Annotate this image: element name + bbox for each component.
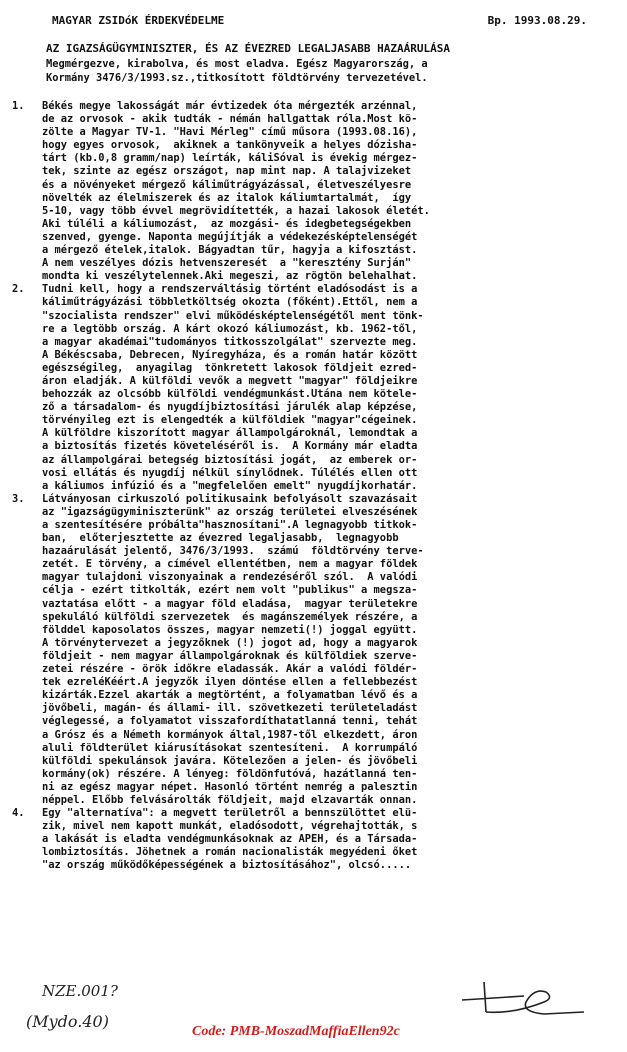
numbered-list bbox=[12, 100, 612, 873]
item-number: 1. bbox=[12, 100, 25, 112]
item-text: Látványosan cirkuszoló politikusaink befolyásolt szavazásait az "igazságügyminiszterünk" az ország területei elveszésének a szentesítésére próbálta"hasznosítani".A legnagyobb titkok- ban, előterjesztette az évezred legaljasabb, legnagyobb hazaárulását jelentő, 3476/3/1993. számú földtörvény terve- zetét. E törvény, a címével ellentétben, nem a magyar földek magyar tulajdoni viszonyainak a rendezéséről szól. A valódi célja - ezért titkolták, ezért nem volt "publikus" a megsza- vaztatása előtt - a magyar föld eladása, magyar területekre spekuláló külföldi szervezetek és magánszemélyek részére, a földdel kaposolatos összes, magyar nemzeti(!) joggal együtt. A törvénytervezet a jegyzőknek (!) jogot ad, hogy a magyarok földjeit - nem magyar állampolgároknak és külföldiek szerve- zetei részére - örök időkre eladassák. Akár a valódi földér- tek ezreléKéért.A jegyzők ilyen döntése ellen a fellebbezést kizárták.Ezzel akarták a megtörtént, a folyamatban lévő és a jövőbeli, magán- és állami- ill. szövetkezeti területeladást véglegessé, a folyamatot visszafordíthatatlanná tenni, tehát a Grósz és a Németh kormányok által,1987-től elkezdett, áron aluli földterület kiárusításokat szentesíteni. A korrumpáló külföldi spekulánsok javára. Kötelezően a jelen- és jövőbeli kormány(ok) részére. A lényeg: földönfutóvá, hazátlanná ten- ni az egész magyar népet. Hasonló történt nemrég a palesztin néppel. Előbb felvásárolták földjeit, majd elzavarták onnan. bbox=[42, 492, 424, 806]
list-item bbox=[12, 493, 612, 807]
item-number: 2. bbox=[12, 283, 25, 296]
item-text: Egy "alternatíva": a megvett területről a bennszülöttet elü- zik, mivel nem kapott munkát, eladósodott, végrehajtották, s a lakását is eladta vendégmunkásoknak az APEH, és a Társada- lombiztosítás. Jöhetnek a román nacionalisták megyédeni őket "az ország működőképességének a biztosításához", olcsó..... bbox=[42, 807, 418, 872]
item-text: Tudni kell, hogy a rendszerváltásig történt eladósodást is a káliműtrágyázási többletköltség okozta (főként).Ettől, nem a "szocialista rendszer" elvi működésképtelenségétől ment tönk- re a legtöbb ország. A kárt okozó káliumozást, kb. 1962-től, a magyar akadémai"tudományos titkosszolgálat" szervezte meg. A Békéscsaba, Debrecen, Nyíregyháza, és a román határ között egészségileg, anyagilag tönkretett lakosok földjeit ezred- áron eladják. A külföldi vevők a megvett "magyar" földjeikre behozzák az olcsóbb külföldi vendégmunkást.Utána nem kötele- ző a társadalom- és nyugdíjbiztosítási járulék alap képzése, törvényileg ezt is elengedték a külföldiek "magyar"cégeinek. A külföldre kiszorított magyar állampolgároknál, lemondtak a a biztosítás fizetés követeléséről is. A Kormány már eladta az állampolgárai betegség biztosítási jogát, az emberek or- vosi ellátás és nyugdíj nélkül sínylődnek. Túlélés ellen ott a káliumos infúzió és a "megfelelően emelt" nyugdíjkorhatár. bbox=[42, 283, 424, 492]
item-number: 3. bbox=[12, 492, 25, 505]
intro-paragraph: Megmérgezve, kirabolva, és most eladva. Egész Magyarország, a Kormány 3476/3/1993.sz.,titkosított földtörvény tervezetével. bbox=[46, 58, 428, 84]
document-header bbox=[0, 14, 627, 30]
handwritten-reference: NZE.001? bbox=[42, 982, 118, 1000]
handwritten-annotation: (Mydo.40) bbox=[26, 1012, 109, 1031]
signature bbox=[454, 972, 604, 1022]
item-text: Békés megye lakosságát már évtizedek óta mérgezték arzénnal, de az orvosok - akik tudták - némán hallgattak róla.Most kö- zölte a Magyar TV-1. "Havi Mérleg" című műsora (1993.08.16), hogy egyes orvosok, akiknek a tankönyveik a helyes dózisha- tárt (kb.0,8 gramm/nap) leírták, káliSóval is évekig mérgez- tek, szinte az egész országot, nap mint nap. A talajvizeket és a növényeket mérgező káliműtrágyázással, életveszélyesre növelték az élelmiszerek és az italok káliumtartalmát, így 5-10, vagy több évvel megrövidítették, a hazai lakosok életét. Aki túléli a káliumozást, az mozgási- és idegbetegségekben szenved, gyenge. Naponta megújítják a védekezésképtelenségét a mérgező ételek,italok. Bágyadtan tűr, hagyja a kifosztást. A nem veszélyes dózis hetvenszeresét a "keresztény Surján" mondta ki veszélytelennek.Aki megeszi, az rögtön belehalhat. bbox=[42, 100, 430, 283]
document-title: AZ IGAZSÁGÜGYMINISZTER, ÉS AZ ÉVEZRED LEGALJASABB HAZAÁRULÁSA bbox=[46, 42, 450, 55]
list-item bbox=[12, 807, 612, 872]
list-item bbox=[12, 100, 612, 283]
list-item bbox=[12, 283, 612, 493]
document-date: Bp. 1993.08.29. bbox=[487, 14, 587, 27]
watermark-code: Code: PMB-MoszadMaffiaEllen92c bbox=[192, 1024, 400, 1039]
item-number: 4. bbox=[12, 807, 25, 820]
organization-name: MAGYAR ZSIDóK ÉRDEKVÉDELME bbox=[52, 14, 225, 27]
